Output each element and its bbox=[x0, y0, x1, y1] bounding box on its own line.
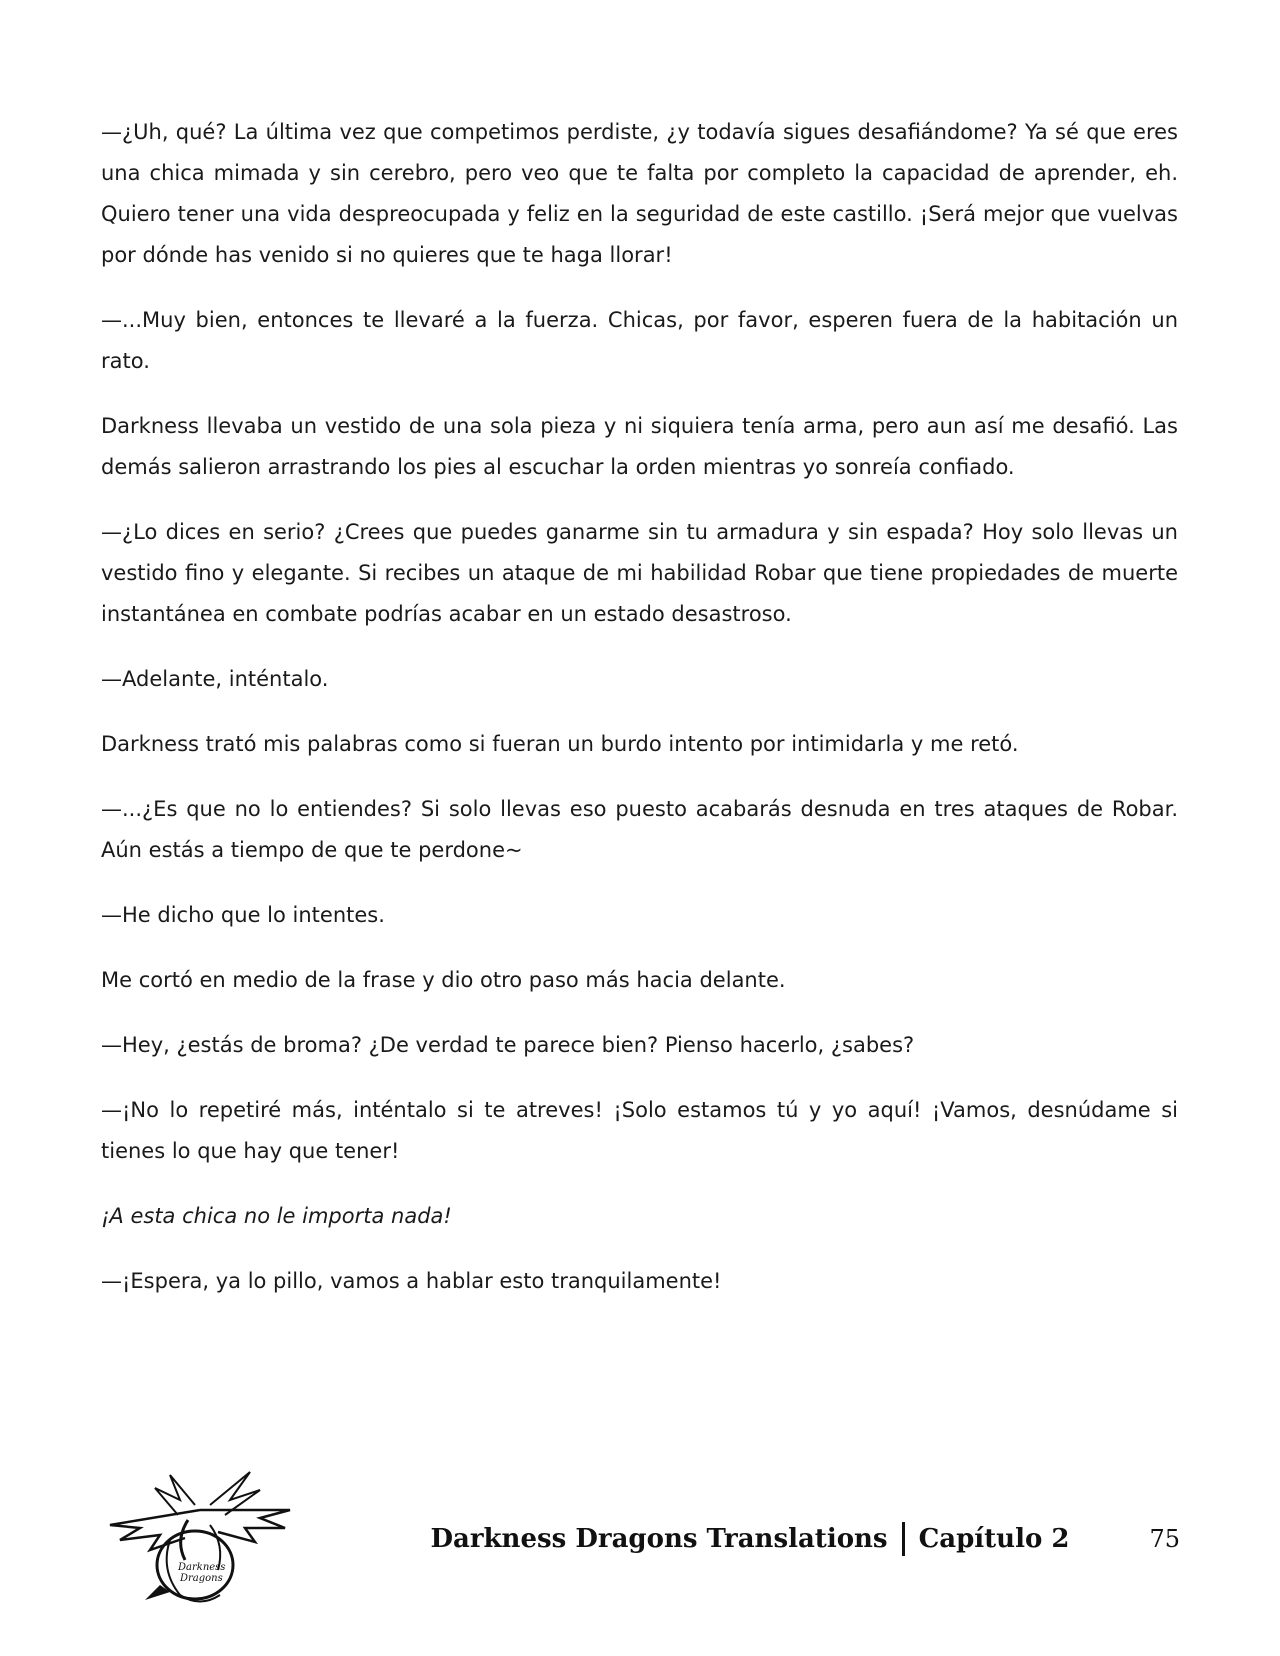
paragraph: Me cortó en medio de la frase y dio otro paso más hacia delante. bbox=[101, 968, 786, 992]
paragraph: —Adelante, inténtalo. bbox=[101, 667, 329, 691]
page-number: 75 bbox=[1149, 1525, 1180, 1553]
paragraph: —He dicho que lo intentes. bbox=[101, 903, 385, 927]
paragraph-italic: ¡A esta chica no le importa nada! bbox=[101, 1204, 452, 1228]
group-name: Darkness Dragons Translations bbox=[430, 1524, 888, 1554]
page-body bbox=[101, 112, 1178, 1326]
paragraph: —¿Uh, qué? La última vez que competimos perdiste, ¿y todavía sigues desafiándome? Ya sé que eres una chica mimada y sin cerebro, pero veo que te falta por completo la capacidad de aprender, eh. Quiero tener una vida despreocupada y feliz en la seguridad de este castillo. ¡Será mejor que vuelvas por dónde has venido si no quieres que te haga llorar! bbox=[101, 120, 1178, 267]
paragraph: Darkness trató mis palabras como si fueran un burdo intento por intimidarla y me retó. bbox=[101, 732, 1019, 756]
paragraph: —¿Lo dices en serio? ¿Crees que puedes ganarme sin tu armadura y sin espada? Hoy solo llevas un vestido fino y elegante. Si recibes un ataque de mi habilidad Robar que tiene propiedades de muerte instantánea en combate podrías acabar en un estado desastroso. bbox=[101, 520, 1178, 626]
footer-separator bbox=[902, 1522, 905, 1556]
paragraph: —...Muy bien, entonces te llevaré a la fuerza. Chicas, por favor, esperen fuera de la habitación un rato. bbox=[101, 308, 1178, 373]
chapter-label: Capítulo 2 bbox=[918, 1524, 1070, 1554]
paragraph: —¡No lo repetiré más, inténtalo si te atreves! ¡Solo estamos tú y yo aquí! ¡Vamos, desnúdame si tienes lo que hay que tener! bbox=[101, 1098, 1178, 1163]
paragraph: Darkness llevaba un vestido de una sola pieza y ni siquiera tenía arma, pero aun así me desafió. Las demás salieron arrastrando los pies al escuchar la orden mientras yo sonreía confiado. bbox=[101, 414, 1178, 479]
footer-caption bbox=[430, 1522, 1180, 1556]
paragraph: —¡Espera, ya lo pillo, vamos a hablar esto tranquilamente! bbox=[101, 1269, 722, 1293]
paragraph: —...¿Es que no lo entiendes? Si solo llevas eso puesto acabarás desnuda en tres ataques de Robar. Aún estás a tiempo de que te perdone~ bbox=[101, 797, 1178, 862]
page-footer bbox=[100, 1470, 1180, 1610]
svg-text:Dragons: Dragons bbox=[180, 1573, 223, 1584]
svg-text:Darkness: Darkness bbox=[178, 1562, 226, 1573]
paragraph: —Hey, ¿estás de broma? ¿De verdad te parece bien? Pienso hacerlo, ¿sabes? bbox=[101, 1033, 915, 1057]
dragon-logo-icon bbox=[100, 1470, 300, 1610]
